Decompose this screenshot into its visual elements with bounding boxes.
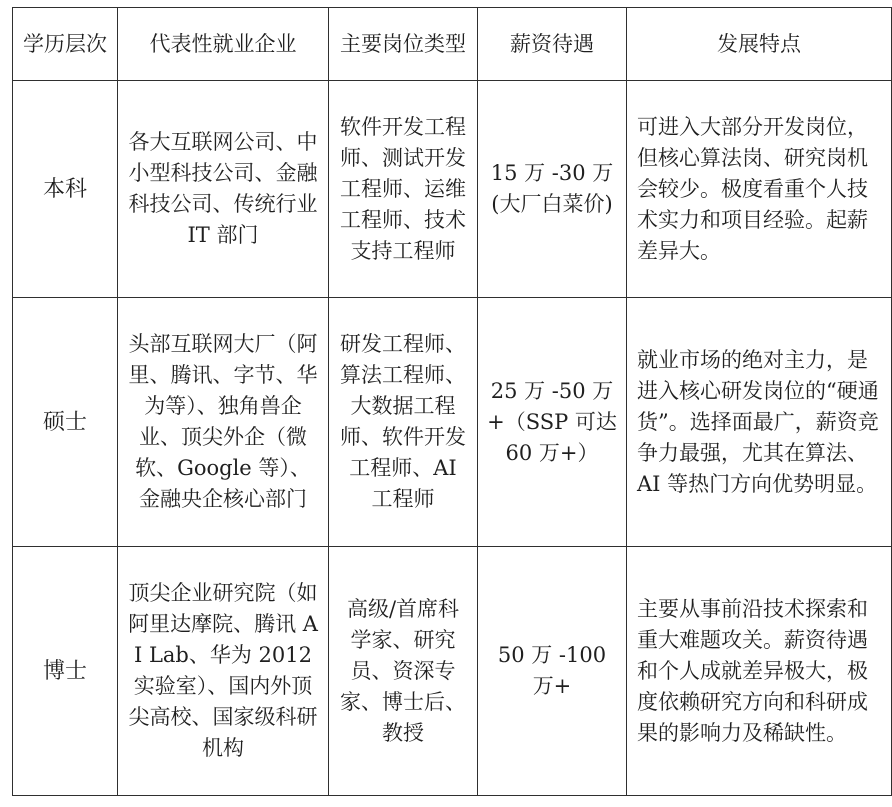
header-main-positions: 主要岗位类型: [329, 8, 478, 81]
header-salary: 薪资待遇: [478, 8, 627, 81]
table-row: [13, 547, 892, 796]
features-cell: 就业市场的绝对主力，是进入核心研发岗位的“硬通货”。选择面最广，薪资竞争力最强，尤其在算法、AI 等热门方向优势明显。: [627, 298, 892, 547]
features-cell: 主要从事前沿技术探索和重大难题攻关。薪资待遇和个人成就差异极大，极度依赖研究方向和科研成果的影响力及稀缺性。: [627, 547, 892, 796]
header-education-level: 学历层次: [13, 8, 118, 81]
education-level-cell: 本科: [13, 81, 118, 298]
education-level-cell: 硕士: [13, 298, 118, 547]
positions-cell: 软件开发工程师、测试开发工程师、运维工程师、技术支持工程师: [329, 81, 478, 298]
features-cell: 可进入大部分开发岗位，但核心算法岗、研究岗机会较少。极度看重个人技术实力和项目经验。起薪差异大。: [627, 81, 892, 298]
header-row: [13, 8, 892, 81]
table-body: [13, 81, 892, 796]
companies-cell: 各大互联网公司、中小型科技公司、金融科技公司、传统行业 IT 部门: [118, 81, 329, 298]
table-header: [13, 8, 892, 81]
positions-cell: 研发工程师、算法工程师、大数据工程师、软件开发工程师、AI 工程师: [329, 298, 478, 547]
header-development-features: 发展特点: [627, 8, 892, 81]
table-row: [13, 81, 892, 298]
positions-cell: 高级/首席科学家、研究员、资深专家、博士后、教授: [329, 547, 478, 796]
header-representative-companies: 代表性就业企业: [118, 8, 329, 81]
salary-cell: 50 万 -100 万+: [478, 547, 627, 796]
salary-cell: 25 万 -50 万+（SSP 可达 60 万+）: [478, 298, 627, 547]
companies-cell: 头部互联网大厂（阿里、腾讯、字节、华为等）、独角兽企业、顶尖外企（微软、Google 等）、金融央企核心部门: [118, 298, 329, 547]
table-row: [13, 298, 892, 547]
salary-cell: 15 万 -30 万(大厂白菜价): [478, 81, 627, 298]
education-employment-table: [12, 7, 892, 796]
companies-cell: 顶尖企业研究院（如阿里达摩院、腾讯 AI Lab、华为 2012 实验室）、国内外顶尖高校、国家级科研机构: [118, 547, 329, 796]
education-level-cell: 博士: [13, 547, 118, 796]
